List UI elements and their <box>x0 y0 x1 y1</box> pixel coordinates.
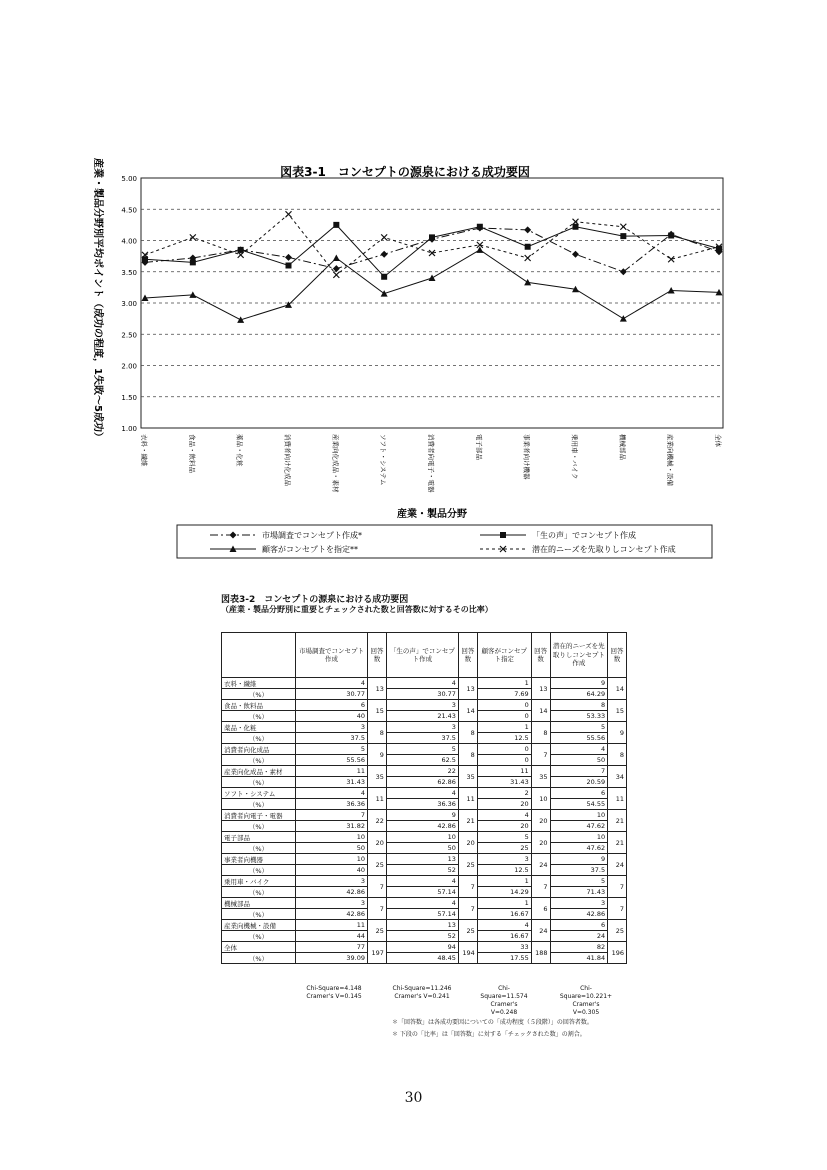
data-point <box>572 251 579 258</box>
table-row <box>222 700 627 711</box>
row-label: 食品・飲料品 <box>222 700 296 711</box>
checked-count: 6 <box>550 920 608 931</box>
pct-label: （%） <box>222 689 296 700</box>
chi-square-stat: Chi- Square=10.221+ Cramer's V=0.305 <box>559 985 613 1017</box>
percent-value: 31.43 <box>295 777 367 788</box>
checked-count: 4 <box>477 920 531 931</box>
table-row-pct <box>222 711 627 722</box>
table-row-pct <box>222 909 627 920</box>
data-point <box>286 263 292 269</box>
respondent-count: 6 <box>531 898 550 920</box>
percent-value: 48.45 <box>386 953 458 964</box>
checked-count: 9 <box>386 810 458 821</box>
percent-value: 24 <box>550 931 608 942</box>
pct-label: （%） <box>222 909 296 920</box>
row-label: 薬品・化粧 <box>222 722 296 733</box>
x-tick-label: 薬品・化粧 <box>235 434 244 467</box>
data-point <box>668 233 674 239</box>
respondent-count: 21 <box>458 810 477 832</box>
respondent-count: 197 <box>368 942 387 964</box>
percent-value: 20 <box>477 799 531 810</box>
respondent-count: 13 <box>531 678 550 700</box>
percent-value: 47.62 <box>550 843 608 854</box>
respondent-count: 20 <box>531 832 550 854</box>
data-point <box>333 255 340 262</box>
respondent-count: 22 <box>368 810 387 832</box>
respondent-count: 7 <box>608 898 627 920</box>
percent-value: 31.82 <box>295 821 367 832</box>
data-point <box>620 224 626 230</box>
table-header: 市場調査でコンセプト作成 <box>295 633 367 678</box>
table-title: 図表3-2 コンセプトの源泉における成功要因 <box>221 595 409 605</box>
checked-count: 6 <box>295 700 367 711</box>
checked-count: 10 <box>550 832 608 843</box>
table-row-pct <box>222 931 627 942</box>
percent-value: 44 <box>295 931 367 942</box>
checked-count: 5 <box>550 876 608 887</box>
percent-value: 50 <box>386 843 458 854</box>
checked-count: 4 <box>386 678 458 689</box>
row-label: 機械部品 <box>222 898 296 909</box>
respondent-count: 8 <box>608 744 627 766</box>
respondent-count: 21 <box>608 810 627 832</box>
series-2 <box>142 222 722 280</box>
percent-value: 50 <box>550 755 608 766</box>
checked-count: 1 <box>477 876 531 887</box>
row-label: 衣料・繊維 <box>222 678 296 689</box>
pct-label: （%） <box>222 887 296 898</box>
respondent-count: 11 <box>368 788 387 810</box>
data-point <box>333 265 340 272</box>
table-header: 回答数 <box>368 633 387 678</box>
percent-value: 7.69 <box>477 689 531 700</box>
checked-count: 4 <box>295 678 367 689</box>
table-row-pct <box>222 953 627 964</box>
checked-count: 22 <box>386 766 458 777</box>
percent-value: 12.5 <box>477 733 531 744</box>
data-point <box>477 224 483 230</box>
checked-count: 4 <box>477 810 531 821</box>
percent-value: 53.33 <box>550 711 608 722</box>
percent-value: 52 <box>386 931 458 942</box>
x-tick-label: 全体 <box>714 434 722 447</box>
data-point <box>190 234 196 240</box>
percent-value: 40 <box>295 711 367 722</box>
checked-count: 5 <box>295 744 367 755</box>
respondent-count: 7 <box>531 744 550 766</box>
percent-value: 16.67 <box>477 909 531 920</box>
table-row-pct <box>222 821 627 832</box>
x-tick-label: 電子部品 <box>474 434 483 460</box>
table-row <box>222 832 627 843</box>
data-point <box>524 226 531 233</box>
series-4 <box>142 211 722 278</box>
percent-value: 47.62 <box>550 821 608 832</box>
table-row <box>222 942 627 953</box>
percent-value: 52 <box>386 865 458 876</box>
table-row-pct <box>222 689 627 700</box>
respondent-count: 196 <box>608 942 627 964</box>
respondent-count: 14 <box>531 700 550 722</box>
percent-value: 20 <box>477 821 531 832</box>
respondent-count: 188 <box>531 942 550 964</box>
respondent-count: 24 <box>531 854 550 876</box>
x-tick-label: 乗用車・バイク <box>570 434 579 480</box>
data-point <box>381 274 387 280</box>
percent-value: 54.55 <box>550 799 608 810</box>
checked-count: 3 <box>295 722 367 733</box>
row-label: 産業向化成品・素材 <box>222 766 296 777</box>
data-point <box>333 272 339 278</box>
table-header: 「生の声」でコンセプト作成 <box>386 633 458 678</box>
data-point <box>429 234 435 240</box>
checked-count: 4 <box>386 876 458 887</box>
checked-count: 9 <box>550 678 608 689</box>
data-point <box>525 255 531 261</box>
checked-count: 3 <box>386 700 458 711</box>
respondent-count: 8 <box>458 722 477 744</box>
table-row-pct <box>222 733 627 744</box>
respondent-count: 7 <box>531 876 550 898</box>
percent-value: 42.86 <box>295 909 367 920</box>
x-tick-label: 消費者向け化成品 <box>283 434 292 486</box>
data-point <box>190 259 196 265</box>
chi-square-stat: Chi-Square=11.246 Cramer's V=0.241 <box>392 985 452 1001</box>
x-tick-label: 食品・飲料品 <box>187 434 196 473</box>
y-tick-label: 2.50 <box>121 331 137 340</box>
table-row-pct <box>222 865 627 876</box>
checked-count: 4 <box>550 744 608 755</box>
percent-value: 31.43 <box>477 777 531 788</box>
respondent-count: 7 <box>368 876 387 898</box>
percent-value: 57.14 <box>386 909 458 920</box>
respondent-count: 25 <box>458 854 477 876</box>
data-point <box>429 275 436 282</box>
series-1 <box>142 225 723 276</box>
percent-value: 42.86 <box>550 909 608 920</box>
checked-count: 1 <box>477 722 531 733</box>
checked-count: 10 <box>295 854 367 865</box>
row-label: 産業向機械・設備 <box>222 920 296 931</box>
y-tick-label: 1.00 <box>121 425 137 433</box>
percent-value: 36.36 <box>295 799 367 810</box>
table-row-pct <box>222 799 627 810</box>
respondent-count: 15 <box>368 700 387 722</box>
checked-count: 9 <box>550 854 608 865</box>
row-label: 消費者向化成品 <box>222 744 296 755</box>
checked-count: 11 <box>295 766 367 777</box>
pct-label: （%） <box>222 711 296 722</box>
checked-count: 10 <box>550 810 608 821</box>
respondent-count: 24 <box>531 920 550 942</box>
respondent-count: 9 <box>608 722 627 744</box>
percent-value: 64.29 <box>550 689 608 700</box>
legend-label: 「生の声」でコンセプト作成 <box>532 531 636 540</box>
respondent-count: 14 <box>608 678 627 700</box>
percent-value: 42.86 <box>386 821 458 832</box>
y-tick-label: 2.00 <box>121 362 137 371</box>
respondent-count: 20 <box>458 832 477 854</box>
checked-count: 0 <box>477 700 531 711</box>
checked-count: 3 <box>295 876 367 887</box>
legend-label: 市場調査でコンセプト作成* <box>262 531 362 540</box>
percent-value: 36.36 <box>386 799 458 810</box>
checked-count: 3 <box>386 722 458 733</box>
respondent-count: 11 <box>458 788 477 810</box>
respondent-count: 15 <box>608 700 627 722</box>
data-point <box>285 254 292 261</box>
checked-count: 5 <box>386 744 458 755</box>
chi-square-stat: Chi-Square=4.148 Cramer's V=0.145 <box>306 985 362 1001</box>
data-point <box>525 244 531 250</box>
respondent-count: 21 <box>608 832 627 854</box>
checked-count: 13 <box>386 854 458 865</box>
respondent-count: 9 <box>368 744 387 766</box>
row-label: 乗用車・バイク <box>222 876 296 887</box>
respondent-count: 25 <box>368 854 387 876</box>
pct-label: （%） <box>222 733 296 744</box>
checked-count: 4 <box>386 898 458 909</box>
y-tick-label: 3.00 <box>121 300 137 308</box>
table-row-pct <box>222 887 627 898</box>
percent-value: 39.09 <box>295 953 367 964</box>
y-tick-label: 3.50 <box>121 268 137 277</box>
x-tick-label: 衣料・繊維 <box>140 434 148 467</box>
pct-label: （%） <box>222 755 296 766</box>
checked-count: 33 <box>477 942 531 953</box>
respondent-count: 14 <box>458 700 477 722</box>
x-tick-label: 事業者向け機器 <box>522 434 531 480</box>
legend-entry <box>210 544 358 554</box>
table-header <box>222 633 296 678</box>
table-row <box>222 920 627 931</box>
y-tick-label: 4.50 <box>121 206 137 215</box>
respondent-count: 8 <box>458 744 477 766</box>
row-label: 電子部品 <box>222 832 296 843</box>
checked-count: 0 <box>477 744 531 755</box>
legend-entry <box>480 530 636 540</box>
checked-count: 7 <box>550 766 608 777</box>
checked-count: 2 <box>477 788 531 799</box>
note-1: ＊「回答数」は各成功要因についての「成功程度（５段階）」の回答者数。 <box>392 1019 593 1026</box>
respondent-count: 25 <box>608 920 627 942</box>
checked-count: 10 <box>295 832 367 843</box>
chi-square-stat: Chi- Square=11.574 Cramer's V=0.248 <box>480 985 528 1017</box>
checked-count: 3 <box>550 898 608 909</box>
pct-label: （%） <box>222 931 296 942</box>
data-point <box>333 222 339 228</box>
table-header: 潜在的ニーズを先取りしコンセプト作成 <box>550 633 608 678</box>
table-subtitle: （産業・製品分野別に重要とチェックされた数と回答数に対するその比率） <box>221 605 493 614</box>
percent-value: 40 <box>295 865 367 876</box>
percent-value: 62.86 <box>386 777 458 788</box>
note-2: ＊ 下段の「比率」は「回答数」に対する「チェックされた数」の割合。 <box>392 1031 586 1038</box>
checked-count: 1 <box>477 898 531 909</box>
data-point <box>620 233 626 239</box>
row-label: 消費者向電子・電器 <box>222 810 296 821</box>
percent-value: 30.77 <box>386 689 458 700</box>
percent-value: 0 <box>477 711 531 722</box>
chart-title: 図表3-1 コンセプトの源泉における成功要因 <box>280 165 530 179</box>
checked-count: 13 <box>386 920 458 931</box>
checked-count: 11 <box>295 920 367 931</box>
data-point <box>286 211 292 217</box>
table-row <box>222 898 627 909</box>
data-point <box>668 256 674 262</box>
percent-value: 12.5 <box>477 865 531 876</box>
x-tick-label: ソフト・システム <box>379 434 388 486</box>
percent-value: 0 <box>477 755 531 766</box>
row-label: ソフト・システム <box>222 788 296 799</box>
respondent-count: 35 <box>531 766 550 788</box>
respondent-count: 194 <box>458 942 477 964</box>
respondent-count: 13 <box>368 678 387 700</box>
percent-value: 55.56 <box>550 733 608 744</box>
respondent-count: 34 <box>608 766 627 788</box>
checked-count: 8 <box>550 700 608 711</box>
percent-value: 16.67 <box>477 931 531 942</box>
checked-count: 3 <box>477 854 531 865</box>
respondent-count: 7 <box>608 876 627 898</box>
pct-label: （%） <box>222 777 296 788</box>
pct-label: （%） <box>222 821 296 832</box>
checked-count: 3 <box>295 898 367 909</box>
table-row <box>222 678 627 689</box>
table-row-pct <box>222 843 627 854</box>
y-tick-label: 5.00 <box>121 175 137 183</box>
checked-count: 77 <box>295 942 367 953</box>
series-3 <box>142 246 723 323</box>
data-point <box>381 290 388 297</box>
pct-label: （%） <box>222 799 296 810</box>
data-point <box>524 279 531 286</box>
data-point <box>620 315 627 322</box>
respondent-count: 25 <box>458 920 477 942</box>
percent-value: 17.55 <box>477 953 531 964</box>
table-row <box>222 788 627 799</box>
respondent-count: 10 <box>531 788 550 810</box>
data-point <box>381 234 387 240</box>
x-tick-label: 産業向機械・設備 <box>666 434 675 486</box>
percent-value: 14.29 <box>477 887 531 898</box>
respondent-count: 8 <box>531 722 550 744</box>
table-row <box>222 722 627 733</box>
respondent-count: 7 <box>458 876 477 898</box>
table-row <box>222 744 627 755</box>
table-row <box>222 766 627 777</box>
respondent-count: 25 <box>368 920 387 942</box>
percent-value: 62.5 <box>386 755 458 766</box>
table-row <box>222 854 627 865</box>
table-header: 回答数 <box>531 633 550 678</box>
page-number: 30 <box>404 1090 423 1106</box>
x-tick-label: 産業向化成品・素材 <box>331 434 340 493</box>
percent-value: 55.56 <box>295 755 367 766</box>
table-header: 顧客がコンセプト指定 <box>477 633 531 678</box>
series-line <box>145 214 719 275</box>
checked-count: 11 <box>477 766 531 777</box>
percent-value: 30.77 <box>295 689 367 700</box>
table-header: 回答数 <box>608 633 627 678</box>
respondent-count: 35 <box>458 766 477 788</box>
data-point <box>230 532 237 539</box>
x-tick-label: 消費者向電子・電器 <box>427 434 435 493</box>
percent-value: 50 <box>295 843 367 854</box>
checked-count: 5 <box>477 832 531 843</box>
respondent-count: 7 <box>368 898 387 920</box>
y-tick-label: 1.50 <box>121 393 137 402</box>
y-axis-label: 産業・製品分野別平均ポイント（成功の程度，1失敗～5成功） <box>92 158 103 442</box>
percent-value: 37.5 <box>295 733 367 744</box>
line-chart <box>0 0 827 580</box>
percent-value: 71.43 <box>550 887 608 898</box>
checked-count: 10 <box>386 832 458 843</box>
percent-value: 41.84 <box>550 953 608 964</box>
checked-count: 6 <box>550 788 608 799</box>
x-axis-label: 産業・製品分野 <box>397 509 467 520</box>
checked-count: 82 <box>550 942 608 953</box>
table-row <box>222 876 627 887</box>
table-row <box>222 810 627 821</box>
checked-count: 4 <box>295 788 367 799</box>
percent-value: 37.5 <box>386 733 458 744</box>
pct-label: （%） <box>222 843 296 854</box>
series-line <box>145 250 719 320</box>
respondent-count: 11 <box>608 788 627 810</box>
data-point <box>500 532 506 538</box>
legend-entry <box>480 544 676 554</box>
respondent-count: 35 <box>368 766 387 788</box>
respondent-count: 24 <box>608 854 627 876</box>
percent-value: 21.43 <box>386 711 458 722</box>
pct-label: （%） <box>222 953 296 964</box>
table-row-pct <box>222 777 627 788</box>
percent-value: 25 <box>477 843 531 854</box>
y-tick-label: 4.00 <box>121 237 137 246</box>
percent-value: 42.86 <box>295 887 367 898</box>
respondent-count: 13 <box>458 678 477 700</box>
row-label: 事業者向機器 <box>222 854 296 865</box>
checked-count: 5 <box>550 722 608 733</box>
checked-count: 4 <box>386 788 458 799</box>
percent-value: 57.14 <box>386 887 458 898</box>
checked-count: 7 <box>295 810 367 821</box>
checked-count: 1 <box>477 678 531 689</box>
table-row-pct <box>222 755 627 766</box>
respondent-count: 7 <box>458 898 477 920</box>
checked-count: 94 <box>386 942 458 953</box>
x-tick-label: 機械部品 <box>618 434 627 460</box>
table-header: 回答数 <box>458 633 477 678</box>
percent-value: 20.59 <box>550 777 608 788</box>
respondent-count: 8 <box>368 722 387 744</box>
legend-entry <box>210 530 362 540</box>
legend-label: 顧客がコンセプトを指定** <box>262 545 358 554</box>
row-label: 全体 <box>222 942 296 953</box>
data-point <box>381 251 388 258</box>
pct-label: （%） <box>222 865 296 876</box>
data-table <box>221 632 627 964</box>
respondent-count: 20 <box>368 832 387 854</box>
percent-value: 37.5 <box>550 865 608 876</box>
legend-label: 潜在的ニーズを先取りしコンセプト作成 <box>532 545 676 554</box>
respondent-count: 20 <box>531 810 550 832</box>
